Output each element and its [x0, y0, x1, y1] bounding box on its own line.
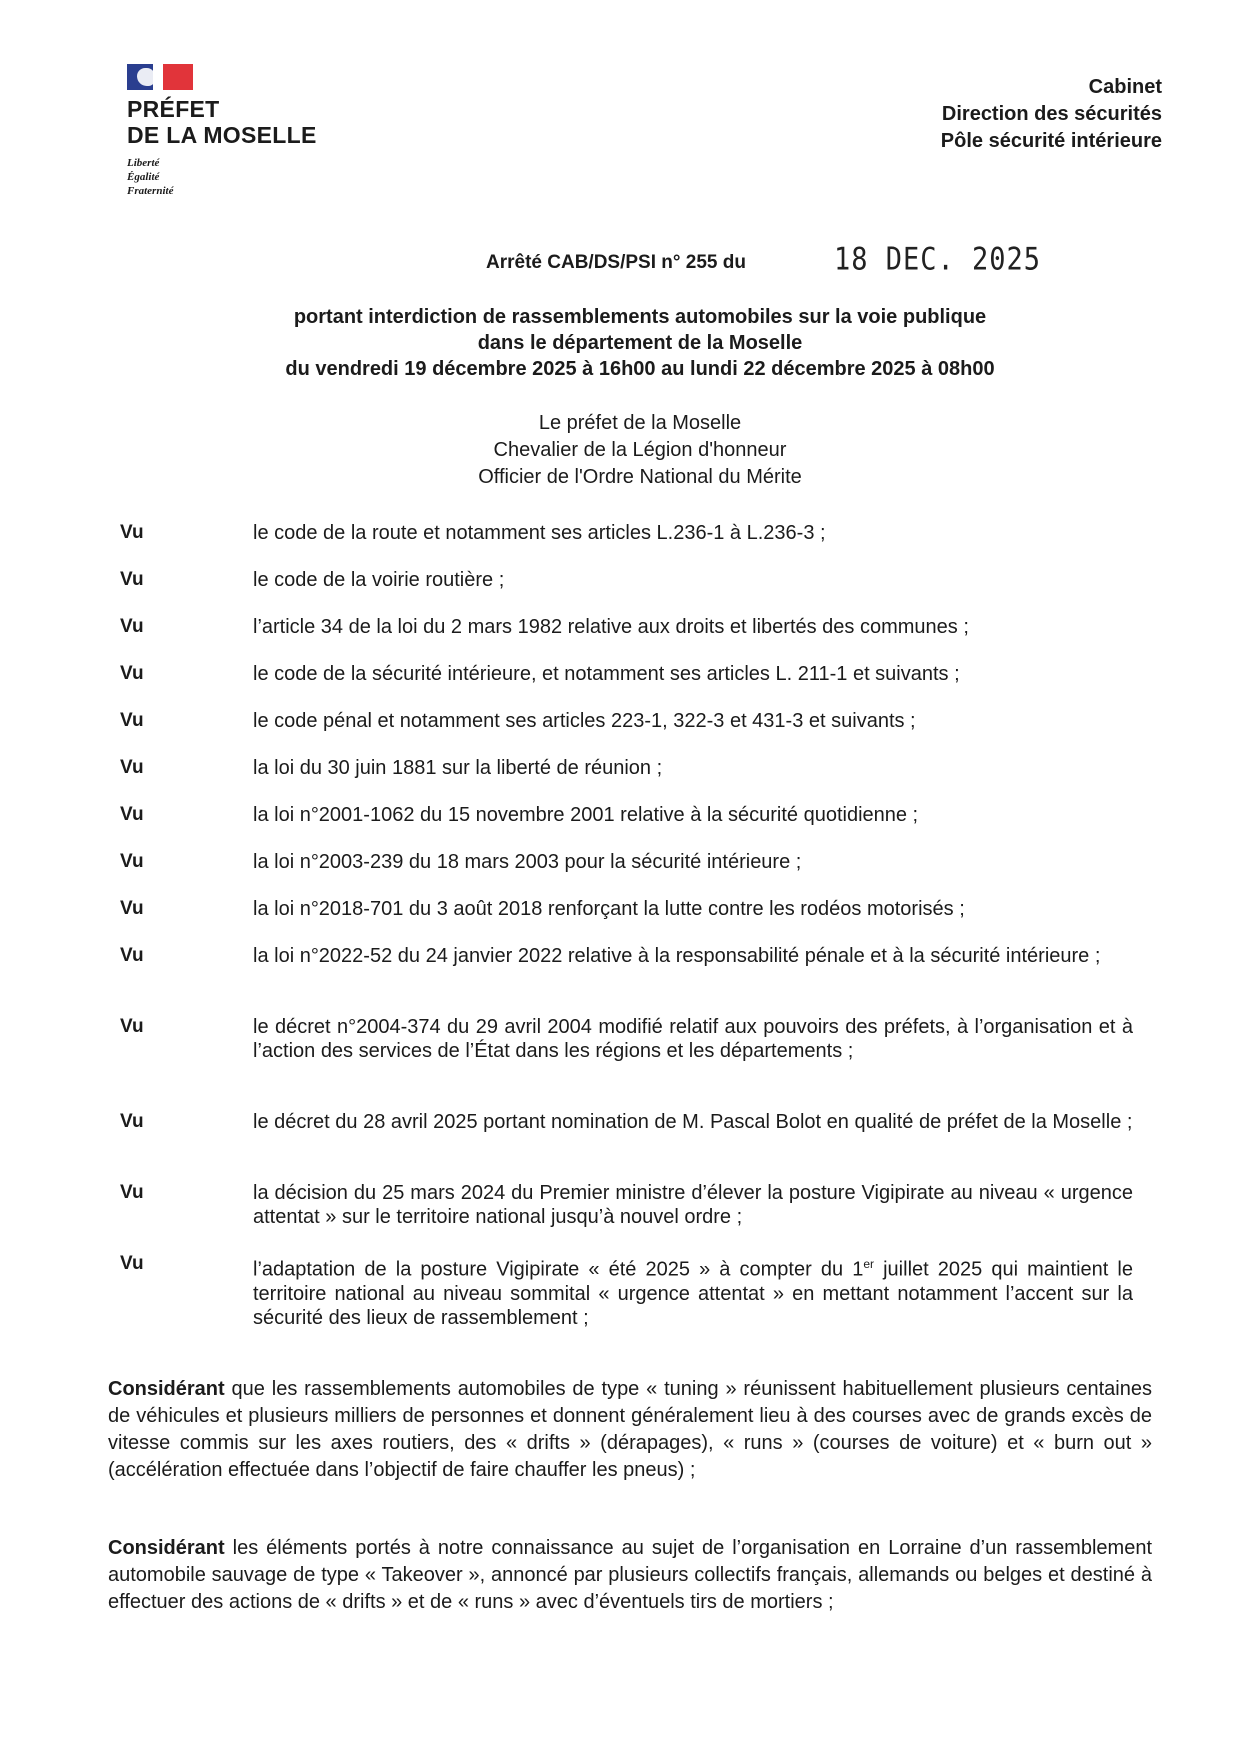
vu-text: la décision du 25 mars 2024 du Premier ministre d’élever la posture Vigipirate au niveau « urgence attentat » sur le territoire national jusqu’à nouvel ordre ;: [253, 1182, 1133, 1228]
vu-label: Vu: [120, 663, 144, 684]
logo-title-line1: PRÉFET: [127, 96, 220, 122]
vu-text: le code de la voirie routière ;: [253, 569, 505, 591]
vu-label: Vu: [120, 522, 144, 543]
vu-text-start: l’adaptation de la posture Vigipirate « été 2025 » à compter du 1: [253, 1258, 864, 1281]
considerant-lead: Considérant: [108, 1378, 225, 1400]
arrete-number: Arrêté CAB/DS/PSI n° 255 du: [486, 252, 746, 273]
considerant-paragraph: [108, 1535, 1152, 1616]
vu-text: le code pénal et notamment ses articles 223-1, 322-3 et 431-3 et suivants ;: [253, 710, 916, 732]
vu-text: la loi n°2003-239 du 18 mars 2003 pour la sécurité intérieure ;: [253, 851, 802, 873]
vu-text: la loi n°2001-1062 du 15 novembre 2001 relative à la sécurité quotidienne ;: [253, 804, 919, 826]
motto-fraternite: Fraternité: [127, 185, 174, 197]
considerant-text: les éléments portés à notre connaissance au sujet de l’organisation en Lorraine d’un rassemblement automobile sauvage de type « Takeover », annoncé par plusieurs collectifs français, allemands ou belges et destiné à effectuer des actions de « drifts » et de « runs » avec d’éventuels tirs de mortiers ;: [108, 1537, 1152, 1613]
vu-text-end: juillet 2025 qui maintient le territoire national au niveau sommital « urgence attentat » en mettant notamment l’accent sur la sécurité des lieux de rassemblement ;: [253, 1258, 1133, 1329]
considerant-text: que les rassemblements automobiles de type « tuning » réunissent habituellement plusieurs centaines de véhicules et plusieurs milliers de personnes et donnent généralement lieu à des courses avec de grands excès de vitesse commis sur les axes routiers, des « drifts » (dérapages), « runs » (courses de voiture) et « burn out » (accélération effectuée dans l’objectif de faire chauffer les pneus) ;: [108, 1378, 1152, 1481]
vu-text: la loi n°2022-52 du 24 janvier 2022 relative à la responsabilité pénale et à la sécurité intérieure ;: [253, 945, 1101, 967]
vu-label: Vu: [120, 757, 144, 778]
considerant-lead: Considérant: [108, 1537, 225, 1559]
service-direction: Direction des sécurités: [941, 103, 1162, 125]
vu-label: Vu: [120, 1182, 144, 1203]
vu-label: Vu: [120, 1253, 144, 1274]
date-stamp: 18 DEC. 2025: [834, 241, 1042, 278]
authority-line-3: Officier de l'Ordre National du Mérite: [478, 466, 802, 488]
service-header: [941, 74, 1162, 155]
vu-label: Vu: [120, 1111, 144, 1132]
vu-label: Vu: [120, 569, 144, 590]
ordinal-superscript: er: [863, 1257, 875, 1271]
logo-title-line2: DE LA MOSELLE: [127, 122, 317, 148]
motto: [127, 156, 357, 198]
subject-line-3: du vendredi 19 décembre 2025 à 16h00 au lundi 22 décembre 2025 à 08h00: [285, 358, 995, 380]
vu-label: Vu: [120, 804, 144, 825]
vu-label: Vu: [120, 898, 144, 919]
prefecture-logo: [127, 64, 357, 198]
vu-text: le code de la route et notamment ses articles L.236-1 à L.236-3 ;: [253, 522, 826, 544]
authority-line-1: Le préfet de la Moselle: [538, 412, 742, 434]
vu-text: le code de la sécurité intérieure, et notamment ses articles L. 211-1 et suivants ;: [253, 663, 960, 685]
vu-label: Vu: [120, 1016, 144, 1037]
vu-label: Vu: [120, 851, 144, 872]
motto-liberte: Liberté: [127, 157, 160, 169]
marianne-flag-icon: [127, 64, 193, 90]
vu-text: [253, 1252, 1133, 1330]
vu-label: Vu: [120, 616, 144, 637]
service-cabinet: Cabinet: [1088, 76, 1162, 98]
vu-text: le décret n°2004-374 du 29 avril 2004 modifié relatif aux pouvoirs des préfets, à l’organisation et à l’action des services de l’État dans les régions et les départements ;: [253, 1016, 1133, 1062]
vu-text: la loi n°2018-701 du 3 août 2018 renforçant la lutte contre les rodéos motorisés ;: [253, 898, 965, 920]
subject-line-2: dans le département de la Moselle: [477, 332, 803, 354]
vu-label: Vu: [120, 945, 144, 966]
authority-line-2: Chevalier de la Légion d'honneur: [493, 439, 787, 461]
subject-line-1: portant interdiction de rassemblements automobiles sur la voie publique: [293, 306, 987, 328]
vu-text: l’article 34 de la loi du 2 mars 1982 relative aux droits et libertés des communes ;: [253, 616, 969, 638]
prefect-titles: [0, 410, 1240, 491]
considerant-paragraph: [108, 1376, 1152, 1484]
vu-text: le décret du 28 avril 2025 portant nomination de M. Pascal Bolot en qualité de préfet de la Moselle ;: [253, 1111, 1133, 1133]
motto-egalite: Égalité: [127, 171, 160, 183]
service-pole: Pôle sécurité intérieure: [940, 130, 1162, 152]
arrete-subject: [0, 304, 1240, 382]
vu-text: la loi du 30 juin 1881 sur la liberté de réunion ;: [253, 757, 663, 779]
vu-label: Vu: [120, 710, 144, 731]
